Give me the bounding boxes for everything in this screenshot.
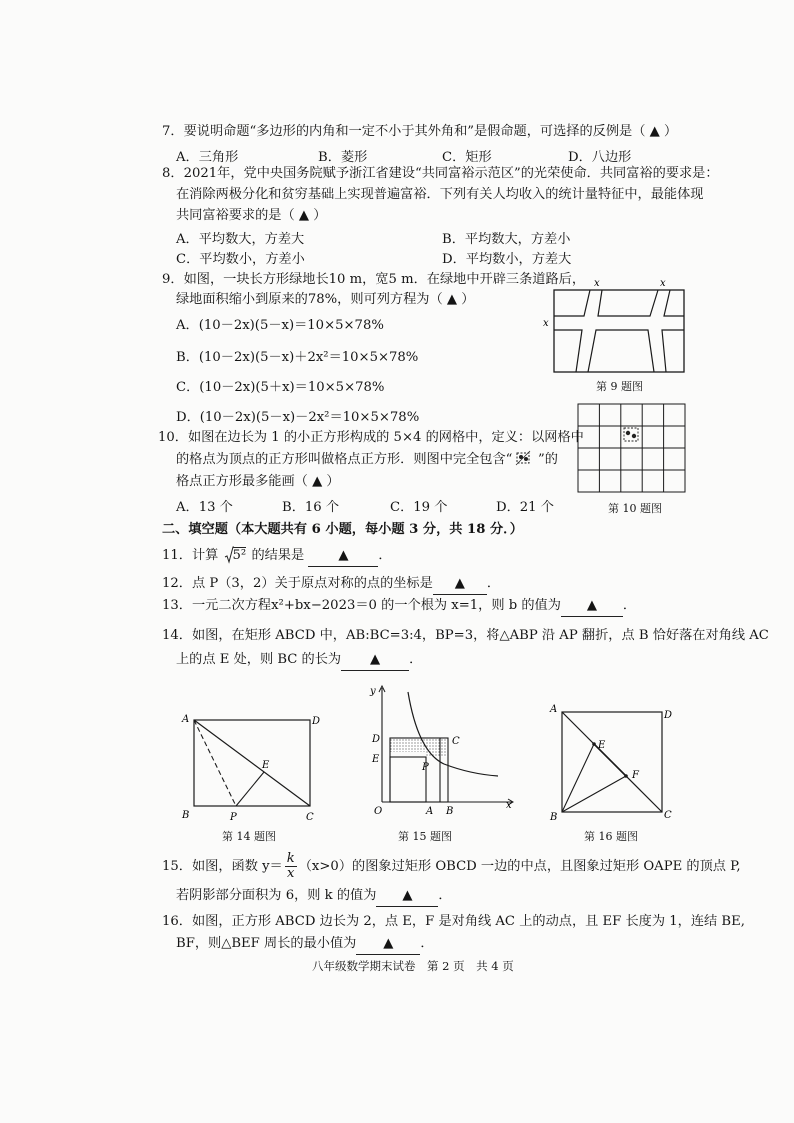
q11-answer-blank[interactable]: ▲ bbox=[308, 546, 378, 567]
q15-line-2 bbox=[176, 886, 452, 907]
q8-stem-line-1: 8．2021年，党中央国务院赋予浙江省建设“共同富裕示范区”的光荣使命．共同富裕的要求是： bbox=[162, 166, 719, 181]
fig14-label-c: C bbox=[306, 812, 314, 823]
fig9-roads bbox=[554, 290, 684, 372]
fig9-label-x-left: x bbox=[543, 318, 549, 329]
q7-option-a: A．三角形 bbox=[176, 150, 239, 165]
q15-end: ． bbox=[438, 888, 452, 903]
q7-option-d: D．八边形 bbox=[568, 150, 632, 165]
figure-15 bbox=[360, 682, 520, 826]
figure-16 bbox=[544, 700, 678, 824]
q15-part2: （x>0）的图象过矩形 OBCD 一边的中点，且图象过矩形 OAPE 的顶点 P, bbox=[298, 859, 741, 874]
fig16-label-f: F bbox=[632, 770, 639, 781]
q11-before: 11．计算 bbox=[162, 548, 219, 563]
q14-line-2 bbox=[176, 650, 422, 671]
fig16-label-d: D bbox=[664, 710, 673, 721]
q8-option-b: B．平均数大，方差小 bbox=[442, 232, 571, 247]
q8-stem-line-2: 在消除两极分化和贫穷基础上实现普遍富裕．下列有关人均收入的统计量特征中，最能体现 bbox=[176, 187, 704, 202]
q15-fraction-numerator: k bbox=[286, 851, 295, 866]
q11-after: 的结果是 bbox=[251, 548, 305, 563]
figure-14 bbox=[178, 706, 328, 826]
fig15-label-c: C bbox=[452, 736, 460, 747]
q10-stem-line-1: 10．如图在边长为 1 的小正方形构成的 5×4 的网格中，定义：以网格中 bbox=[158, 430, 584, 445]
q15-answer-blank[interactable]: ▲ bbox=[376, 886, 438, 907]
q14-line-2-text: 上的点 E 处，则 BC 的长为 bbox=[176, 652, 342, 667]
fig14-label-e: E bbox=[262, 760, 270, 771]
q11 bbox=[162, 546, 392, 567]
fig15-label-p: P bbox=[422, 762, 429, 773]
q14-end: ． bbox=[409, 652, 423, 667]
fig14-caption: 第 14 题图 bbox=[222, 830, 276, 843]
q11-end: ． bbox=[378, 548, 392, 563]
q14-answer-blank[interactable]: ▲ bbox=[341, 650, 409, 671]
q16-end: ． bbox=[420, 936, 434, 951]
q10-inline-figure bbox=[512, 447, 534, 469]
q12 bbox=[162, 574, 500, 595]
q11-radicand: 5² bbox=[232, 548, 247, 563]
section-2-heading: 二、填空题（本大题共有 6 小题，每小题 3 分，共 18 分．） bbox=[162, 522, 523, 537]
q9-stem-line-1: 9．如图，一块长方形绿地长10 m，宽5 m．在绿地中开辟三条道路后， bbox=[162, 272, 586, 287]
q8-option-a: A．平均数大，方差大 bbox=[176, 232, 305, 247]
q15-fraction-denominator: x bbox=[287, 866, 295, 881]
fig15-label-e: E bbox=[372, 754, 380, 765]
q15-line-1 bbox=[162, 850, 741, 884]
fig14-label-p: P bbox=[230, 812, 237, 823]
q10-option-b: B．16 个 bbox=[282, 500, 340, 515]
fig15-caption: 第 15 题图 bbox=[398, 830, 452, 843]
q10-option-d: D．21 个 bbox=[496, 500, 554, 515]
q9-option-b: B．(10－2x)(5－x)＋2x²＝10×5×78% bbox=[176, 350, 419, 365]
fig14-label-a: A bbox=[182, 714, 190, 725]
q9-option-c: C．(10－2x)(5＋x)＝10×5×78% bbox=[176, 380, 385, 395]
q12-end: ． bbox=[486, 576, 500, 591]
pattern-icon bbox=[512, 447, 534, 469]
fig16-label-c: C bbox=[664, 810, 672, 821]
figure-10-grid bbox=[576, 402, 688, 496]
q8-stem-line-3: 共同富裕要求的是（ ▲ ） bbox=[176, 208, 327, 223]
fig10-pattern-icon bbox=[624, 428, 638, 441]
q16-line-1: 16．如图，正方形 ABCD 边长为 2，点 E，F 是对角线 AC 上的动点，且 EF 长度为 1，连结 BE, bbox=[162, 914, 745, 929]
q7-option-b: B．菱形 bbox=[318, 150, 368, 165]
q16-line-2-text: BF，则△BEF 周长的最小值为 bbox=[176, 936, 357, 951]
fig15-label-x: x bbox=[506, 800, 512, 811]
q16-answer-blank[interactable]: ▲ bbox=[356, 934, 420, 955]
q16-line-2 bbox=[176, 934, 434, 955]
fig16-label-e: E bbox=[598, 740, 606, 751]
fig16-label-a: A bbox=[550, 704, 558, 715]
fig9-label-x-top-right: x bbox=[660, 278, 666, 289]
q14-line-1: 14．如图，在矩形 ABCD 中，AB:BC=3:4，BP=3，将△ABP 沿 AP 翻折，点 B 恰好落在对角线 AC bbox=[162, 628, 769, 643]
fig15-label-b: B bbox=[446, 806, 454, 817]
q7-stem: 7．要说明命题“多边形的内角和一定不小于其外角和”是假命题，可选择的反例是（ ▲ ） bbox=[162, 124, 678, 139]
q13-text: 13．一元二次方程x²+bx−2023＝0 的一个根为 x=1，则 b 的值为 bbox=[162, 598, 561, 613]
q7-option-c: C．矩形 bbox=[442, 150, 492, 165]
q10-stem-line-2: 的格点为顶点的正方形叫做格点正方形．则图中完全包含“ bbox=[176, 452, 513, 467]
fig9-caption: 第 9 题图 bbox=[596, 380, 643, 393]
q9-option-a: A．(10－2x)(5－x)＝10×5×78% bbox=[176, 318, 384, 333]
fig15-label-d: D bbox=[372, 734, 381, 745]
q11-sqrt bbox=[224, 546, 247, 566]
q10-stem-line-3: 格点正方形最多能画（ ▲ ） bbox=[176, 474, 340, 489]
q10-option-a: A．13 个 bbox=[176, 500, 233, 515]
fig14-label-b: B bbox=[182, 810, 190, 821]
q8-option-c: C．平均数小，方差小 bbox=[176, 252, 305, 267]
fig15-label-o: O bbox=[374, 806, 383, 817]
q12-text: 12．点 P（3，2）关于原点对称的点的坐标是 bbox=[162, 576, 433, 591]
q13-end: ． bbox=[622, 598, 637, 613]
sqrt-icon bbox=[224, 546, 234, 564]
q12-answer-blank[interactable]: ▲ bbox=[433, 574, 487, 595]
fig16-label-b: B bbox=[550, 812, 558, 823]
q13-answer-blank[interactable]: ▲ bbox=[561, 596, 623, 617]
q15-line-2-text: 若阴影部分面积为 6，则 k 的值为 bbox=[176, 888, 377, 903]
fig10-caption: 第 10 题图 bbox=[608, 502, 662, 515]
q10-option-c: C．19 个 bbox=[390, 500, 448, 515]
fig15-label-y: y bbox=[370, 686, 376, 697]
fig15-label-a: A bbox=[426, 806, 434, 817]
q13 bbox=[162, 596, 636, 617]
figure-9 bbox=[540, 276, 690, 394]
q9-option-d: D．(10－2x)(5－x)－2x²＝10×5×78% bbox=[176, 410, 420, 425]
q15-fraction bbox=[285, 852, 297, 881]
fig16-caption: 第 16 题图 bbox=[584, 830, 638, 843]
q15-part1: 15．如图，函数 y＝ bbox=[162, 859, 283, 874]
q8-option-d: D．平均数小，方差大 bbox=[442, 252, 572, 267]
q9-stem-line-2: 绿地面积缩小到原来的78%，则可列方程为（ ▲ ） bbox=[176, 292, 475, 307]
page-footer: 八年级数学期末试卷 第 2 页 共 4 页 bbox=[312, 959, 514, 973]
fig9-label-x-top-left: x bbox=[594, 278, 600, 289]
q10-stem-line-2-end: ”的 bbox=[538, 452, 558, 467]
fig14-label-d: D bbox=[312, 716, 321, 727]
